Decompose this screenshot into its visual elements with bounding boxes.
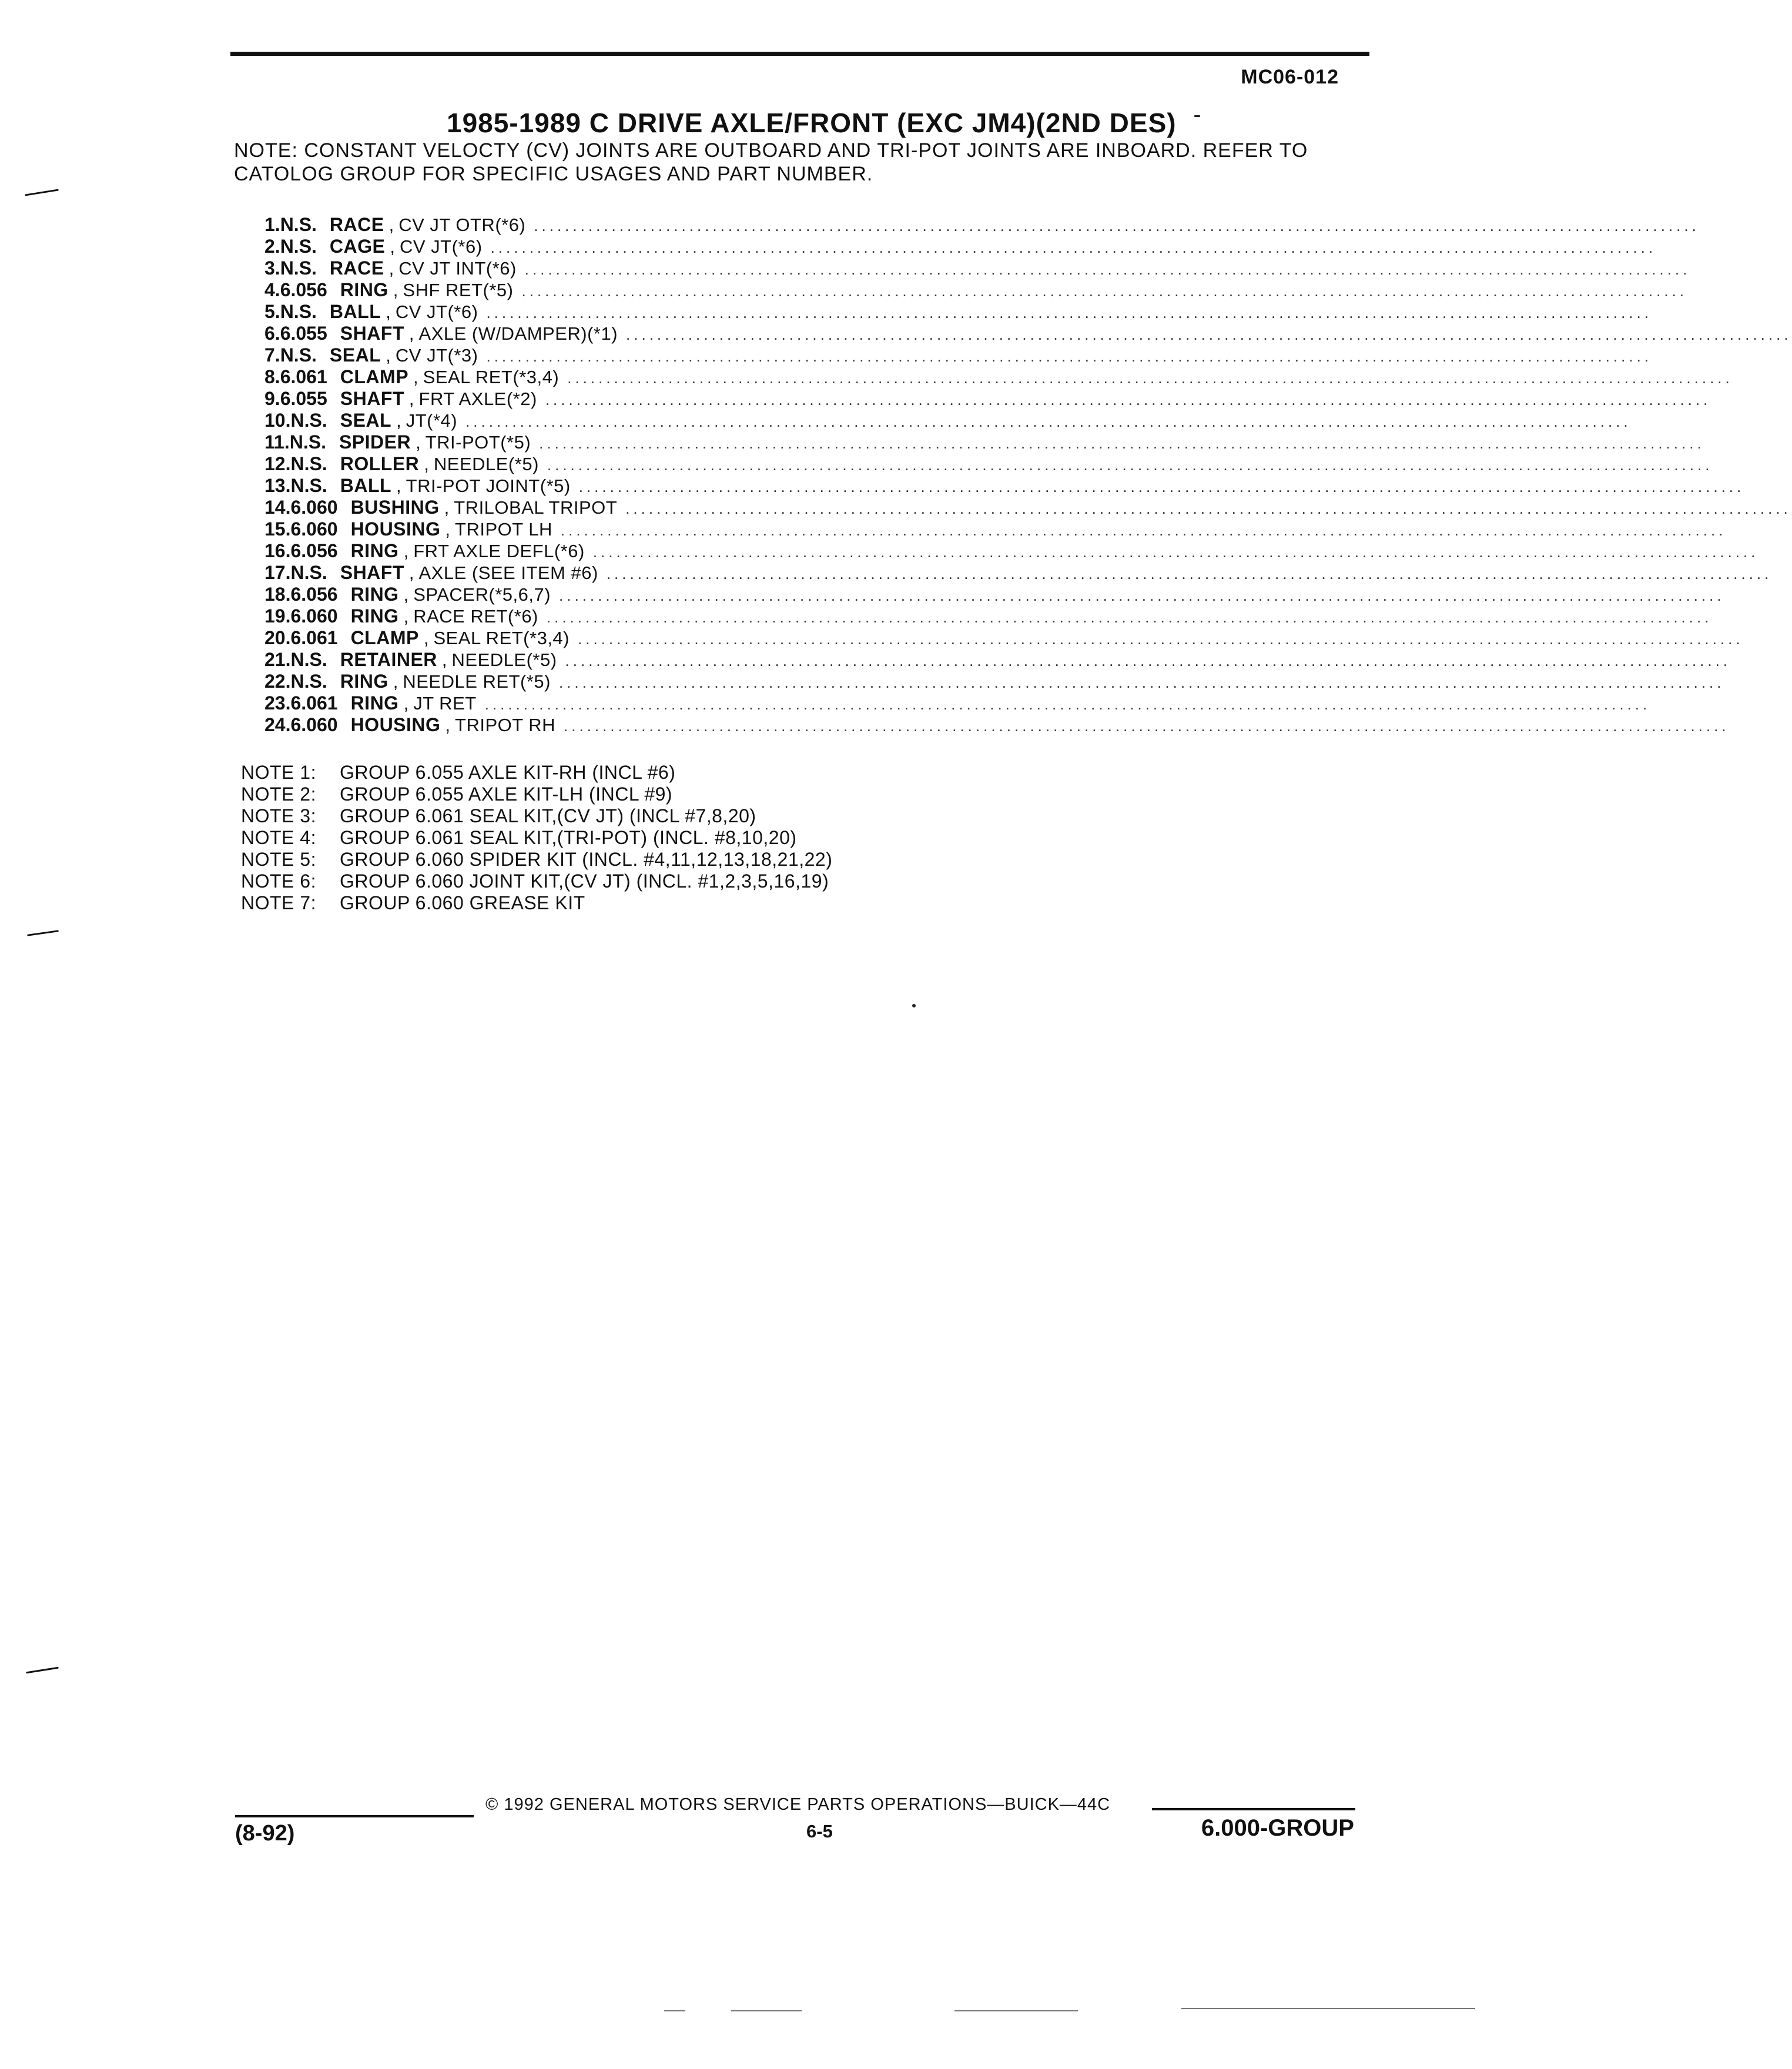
part-group-number: 6.060 [290,497,338,518]
hole-punch-mark [26,1667,59,1674]
footer-rule-left [235,1815,474,1817]
part-description: CV JT(*3) [395,345,478,366]
part-separator: , [403,606,409,627]
part-separator: , [386,302,391,322]
note-row [241,805,832,827]
hole-punch-mark [25,189,59,196]
part-row [264,540,1759,562]
part-row [264,279,1688,301]
part-row [264,453,1713,475]
part-separator: , [424,454,429,474]
dot-leader: ...................................................................................................................................................... [578,630,1744,648]
part-group-number: 6.060 [290,605,338,627]
part-item-number: 16. [264,540,291,561]
part-group-number: 6.061 [290,692,338,714]
part-description: SHF RET(*5) [403,280,514,300]
part-name: RING [350,584,399,605]
part-item-number: 8. [264,366,280,387]
part-row [264,627,1744,649]
part-item-number: 9. [264,388,280,409]
part-description: RACE RET(*6) [413,606,538,627]
part-row [264,323,1792,344]
part-item-number: 6. [264,323,280,344]
part-description: SEAL RET(*3,4) [423,367,560,387]
part-group-number: 6.060 [290,518,338,540]
part-group-number: 6.056 [280,279,327,300]
note-row [241,871,832,892]
part-name: HOUSING [350,714,441,735]
part-separator: , [403,541,409,561]
part-name: RACE [329,214,384,235]
part-item-number: 24. [264,714,291,735]
part-row [264,562,1773,584]
note-row [241,762,832,784]
part-row [264,344,1653,366]
part-separator: , [413,367,418,387]
note-label: NOTE 1: [241,762,316,783]
note-row [241,827,832,849]
part-row [264,518,1727,540]
part-item-number: 11. [264,431,290,453]
dot-leader: ...................................................................................................................................................... [486,304,1652,322]
part-row [264,605,1713,627]
dot-leader: ...................................................................................................................................................... [546,608,1713,626]
part-row [264,692,1651,714]
part-group-number: 6.055 [280,388,327,409]
part-separator: , [416,432,421,453]
part-name: RING [340,279,388,300]
part-item-number: 13. [264,475,291,496]
part-group-number: N.S. [290,453,327,474]
footer-date-code: (8-92) [235,1821,295,1846]
scan-speck [912,1004,916,1007]
part-description: SEAL RET(*3,4) [433,628,570,648]
part-group-number: N.S. [290,649,327,670]
note-text: GROUP 6.055 AXLE KIT-RH (INCL #6) [340,762,676,783]
part-item-number: 21. [264,649,291,670]
note-row [241,784,832,805]
part-name: BALL [329,301,381,322]
note-text: GROUP 6.060 SPIDER KIT (INCL. #4,11,12,13,18,21,22) [340,849,833,870]
part-item-number: 23. [264,692,291,714]
hole-punch-mark [27,930,59,936]
note-label: NOTE 6: [241,871,316,892]
dot-leader: ...................................................................................................................................................... [545,391,1711,409]
part-item-number: 5. [264,301,280,322]
part-description: NEEDLE RET(*5) [403,671,551,692]
part-name: CLAMP [340,366,409,387]
part-separator: , [408,389,414,409]
dot-leader: ...................................................................................................................................................... [626,326,1792,343]
scan-artifact-line [954,2010,1078,2011]
part-group-number: N.S. [280,301,317,322]
part-separator: , [393,280,398,300]
dot-leader: ...................................................................................................................................................... [565,652,1731,669]
dot-leader: ...................................................................................................................................................... [592,543,1759,561]
part-name: CLAMP [350,627,419,648]
part-item-number: 2. [264,236,280,257]
part-description: FRT AXLE(*2) [418,389,537,409]
part-separator: , [388,215,394,235]
part-description: CV JT(*6) [395,302,478,322]
part-group-number: 6.060 [290,714,338,735]
part-name: RACE [329,257,384,279]
part-row [264,497,1791,518]
dot-leader: ...................................................................................................................................................... [534,217,1700,235]
part-group-number: N.S. [280,214,317,235]
part-description: TRILOBAL TRIPOT [454,497,618,518]
note-text: GROUP 6.061 SEAL KIT,(TRI-POT) (INCL. #8,10,20) [340,827,797,848]
part-row [264,671,1725,692]
dot-leader: ...................................................................................................................................................... [524,260,1691,278]
part-name: SPIDER [339,431,411,453]
part-description: CV JT OTR(*6) [398,215,526,235]
part-separator: , [403,693,409,714]
part-group-number: N.S. [289,431,326,453]
footer-copyright: © 1992 GENERAL MOTORS SERVICE PARTS OPERATIONS—BUICK—44C [485,1795,1111,1814]
note-label: NOTE 3: [241,805,316,826]
note-label: NOTE 7: [241,892,316,913]
part-row [264,366,1733,388]
part-separator: , [441,650,447,670]
part-group-number: N.S. [280,344,317,366]
part-name: SHAFT [340,388,404,409]
part-item-number: 3. [264,257,280,279]
part-row [264,431,1705,453]
part-description: JT(*4) [406,410,458,431]
footer-group-label: 6.000-GROUP [1201,1815,1354,1841]
part-name: RETAINER [340,649,437,670]
part-separator: , [423,628,429,648]
part-row [264,257,1691,279]
top-note-line-2: CATOLOG GROUP FOR SPECIFIC USAGES AND PART NUMBER. [234,163,873,185]
part-separator: , [445,715,451,735]
dot-leader: ...................................................................................................................................................... [558,674,1725,691]
part-separator: , [388,258,394,279]
part-description: JT RET [413,693,477,714]
part-item-number: 10. [264,410,291,431]
dot-leader: ...................................................................................................................................................... [521,282,1688,300]
part-row [264,388,1711,410]
part-name: BUSHING [350,497,440,518]
scan-speck [1194,115,1200,117]
part-item-number: 18. [264,584,291,605]
dot-leader: ...................................................................................................................................................... [606,565,1773,582]
note-text: GROUP 6.061 SEAL KIT,(CV JT) (INCL #7,8,20) [340,805,756,826]
dot-leader: ...................................................................................................................................................... [564,717,1730,735]
part-item-number: 17. [264,562,291,583]
note-row [241,892,832,914]
part-description: AXLE (W/DAMPER)(*1) [418,323,618,344]
top-rule [230,52,1369,56]
part-description: TRIPOT RH [455,715,556,735]
part-item-number: 4. [264,279,280,300]
note-text: GROUP 6.060 GREASE KIT [340,892,585,913]
dot-leader: ...................................................................................................................................................... [547,456,1713,474]
part-group-number: N.S. [290,410,327,431]
dot-leader: ...................................................................................................................................................... [490,239,1657,256]
part-separator: , [445,519,451,540]
part-group-number: N.S. [290,475,327,496]
parts-list [264,214,1792,736]
notes-list [241,762,832,914]
note-label: NOTE 5: [241,849,316,870]
part-description: NEEDLE(*5) [451,650,557,670]
note-label: NOTE 4: [241,827,316,848]
part-name: RING [350,692,399,714]
dot-leader: ...................................................................................................................................................... [559,587,1725,604]
part-separator: , [393,671,398,692]
part-name: RING [350,605,399,627]
part-item-number: 14. [264,497,291,518]
part-description: CV JT INT(*6) [398,258,517,279]
part-item-number: 1. [264,214,280,235]
part-row [264,714,1730,736]
part-row [264,214,1700,236]
part-separator: , [396,410,401,431]
part-group-number: 6.056 [290,540,338,561]
note-label: NOTE 2: [241,784,316,805]
part-row [264,410,1632,431]
part-group-number: 6.061 [280,366,327,387]
part-item-number: 15. [264,518,291,540]
part-name: HOUSING [350,518,441,540]
dot-leader: ...................................................................................................................................................... [484,695,1651,713]
footer-page-number: 6-5 [806,1821,833,1842]
part-description: CV JT(*6) [400,236,483,257]
part-description: TRI-POT(*5) [425,432,531,453]
part-item-number: 19. [264,605,291,627]
part-name: RING [340,671,388,692]
part-item-number: 12. [264,453,291,474]
scan-artifact-line [664,2010,685,2011]
part-description: AXLE (SEE ITEM #6) [418,563,598,583]
part-separator: , [444,497,450,518]
part-separator: , [390,236,395,257]
scan-artifact-line [731,2010,802,2011]
document-code: MC06-012 [1241,66,1339,88]
part-item-number: 7. [264,344,280,366]
dot-leader: ...................................................................................................................................................... [560,521,1727,539]
dot-leader: ...................................................................................................................................................... [486,347,1653,365]
part-row [264,475,1745,497]
part-group-number: 6.061 [290,627,338,648]
page-title: 1985-1989 C DRIVE AXLE/FRONT (EXC JM4)(2ND DES) [447,108,1177,138]
part-group-number: N.S. [290,562,327,583]
note-text: GROUP 6.055 AXLE KIT-LH (INCL #9) [340,784,673,805]
top-note [234,139,1327,186]
part-description: TRI-POT JOINT(*5) [406,476,571,496]
part-group-number: N.S. [290,671,327,692]
part-description: SPACER(*5,6,7) [413,584,551,605]
part-name: BALL [340,475,392,496]
part-separator: , [408,323,414,344]
part-separator: , [403,584,409,605]
scan-artifact-line [1181,2008,1475,2009]
footer-rule-right [1152,1808,1355,1810]
part-name: SEAL [340,410,392,431]
part-group-number: N.S. [280,257,317,279]
part-row [264,649,1731,671]
part-description: TRIPOT LH [455,519,552,540]
dot-leader: ...................................................................................................................................................... [578,478,1745,496]
part-name: RING [350,540,399,561]
part-description: FRT AXLE DEFL(*6) [413,541,585,561]
dot-leader: ...................................................................................................................................................... [625,500,1791,517]
part-separator: , [408,563,414,583]
dot-leader: ...................................................................................................................................................... [465,413,1632,430]
part-separator: , [386,345,391,366]
part-separator: , [396,476,401,496]
part-group-number: 6.055 [280,323,327,344]
part-description: NEEDLE(*5) [433,454,539,474]
note-text: GROUP 6.060 JOINT KIT,(CV JT) (INCL. #1,2,3,5,16,19) [340,871,829,892]
part-item-number: 22. [264,671,291,692]
part-group-number: 6.056 [290,584,338,605]
dot-leader: ...................................................................................................................................................... [567,369,1733,387]
dot-leader: ...................................................................................................................................................... [539,434,1705,452]
part-name: ROLLER [340,453,420,474]
part-group-number: N.S. [280,236,317,257]
part-row [264,301,1652,323]
part-name: CAGE [329,236,386,257]
part-row [264,584,1725,605]
part-name: SHAFT [340,562,404,583]
part-name: SEAL [329,344,381,366]
part-item-number: 20. [264,627,291,648]
note-row [241,849,832,871]
part-row [264,236,1657,257]
part-name: SHAFT [340,323,404,344]
top-note-line-1: NOTE: CONSTANT VELOCTY (CV) JOINTS ARE OUTBOARD AND TRI-POT JOINTS ARE INBOARD. REFER TO [234,139,1308,162]
